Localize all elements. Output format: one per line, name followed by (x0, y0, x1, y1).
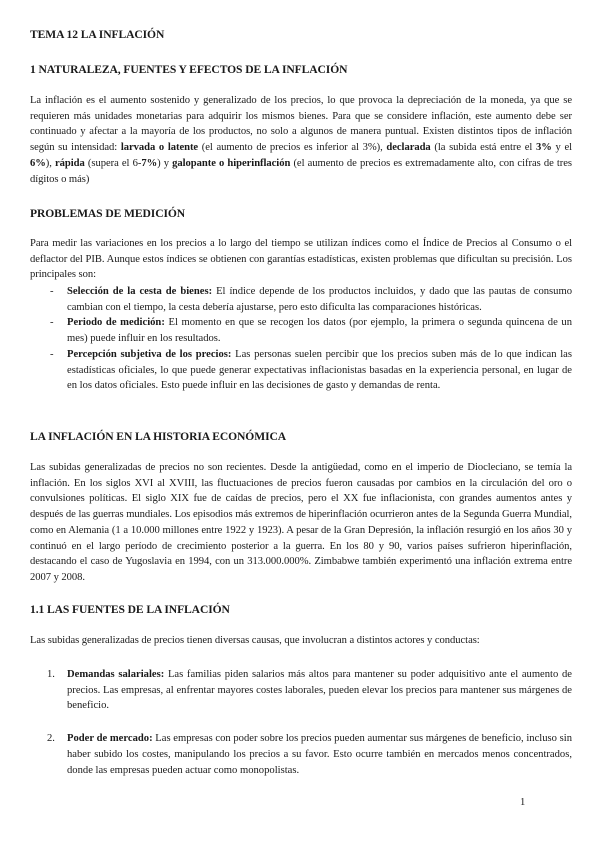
paragraph-sources-intro: Las subidas generalizadas de precios tienen diversas causas, que involucran a distintos actores y conductas: (30, 635, 480, 646)
list-item: 2. Poder de mercado: Las empresas con poder sobre los precios pueden aumentar sus márgenes de beneficio, incluso sin haber subido los costes, manipulando los precios a su favor. Esto ocurre también en mercados menos concentrados, donde las empresas pueden actuar como monopolistas. (47, 733, 572, 776)
page-title: TEMA 12 LA INFLACIÓN (30, 28, 165, 41)
section-heading-fuentes: 1.1 LAS FUENTES DE LA INFLACIÓN (30, 603, 230, 616)
paragraph-problems-intro: Para medir las variaciones en los precios a lo largo del tiempo se utilizan índices como el Índice de Precios al Consumo o el deflactor del PIB. Aunque estos índices se obtienen con garantías estadísticas, existen problemas que dificultan su precisión. Los principales son: (30, 238, 572, 281)
problems-list (30, 284, 572, 394)
paragraph-definition: La inflación es el aumento sostenido y generalizado de los precios, lo que provoca la depreciación de la moneda, ya que se requieren más unidades monetarias para adquirir los mismos bienes. Para que se considere inflación, este aumento debe ser continuado y afectar a la mayoría de los productos, no solo a algunos de manera puntual. Existen distintos tipos de inflación según su intensidad: larvada o latente (el aumento de precios es inferior al 3%), declarada (la subida está entre el 3% y el 6%), rápida (supera el 6-7%) y galopante o hiperinflación (el aumento de precios es extremadamente alto, con cifras de tres dígitos o más) (30, 95, 572, 185)
paragraph-history: Las subidas generalizadas de precios no son recientes. Desde la antigüedad, como en el imperio de Diocleciano, se temía la inflación. En los siglos XVI al XVIII, las fluctuaciones de precios fueron causadas por cambios en la circulación del oro o convulsiones políticas. El siglo XIX fue de caídas de precios, pero el XX fue inflacionista, con grandes aumentos antes y después de las guerras mundiales. Los episodios más extremos de hiperinflación ocurrieron antes de la Segunda Guerra Mundial, como en Alemania (1 a 10.000 millones entre 1922 y 1923). A pesar de la Gran Depresión, la inflación resurgió en los años 30 y continuó en el largo período de crecimiento posterior a la guerra. En los 80 y 90, varios países sufrieron hiperinflación, destacando el caso de Yugoslavia en 1994, con un 313.000.000%. Zimbabwe también experimentó una inflación extrema entre 2007 y 2008. (30, 462, 572, 583)
list-item: - Periodo de medición: El momento en que se recogen los datos (por ejemplo, la primera o segunda quincena de un mes) puede influir en los resultados. (50, 317, 572, 345)
list-item: 1. Demandas salariales: Las familias piden salarios más altos para mantener su poder adquisitivo ante el aumento de precios. Las empresas, al enfrentar mayores costes laborales, pueden elevar los precios para mantener sus márgenes de beneficio. (47, 669, 572, 712)
sources-list (30, 667, 572, 778)
list-item: - Percepción subjetiva de los precios: Las personas suelen percibir que los precios suben más de lo que indican las estadísticas oficiales, lo que puede generar expectativas inflacionistas basadas en la experiencia personal, en lugar de en los datos oficiales. Esto puede influir en las decisiones de gasto y demandas de renta. (50, 348, 572, 392)
page-number: 1 (520, 797, 526, 808)
section-heading-historia: LA INFLACIÓN EN LA HISTORIA ECONÓMICA (30, 430, 287, 443)
section-heading-naturaleza: 1 NATURALEZA, FUENTES Y EFECTOS DE LA INFLACIÓN (30, 63, 348, 76)
section-heading-problemas: PROBLEMAS DE MEDICIÓN (30, 207, 186, 220)
list-item: - Selección de la cesta de bienes: El índice depende de los productos incluidos, y dado que las pautas de consumo cambian con el tiempo, la cesta debería ajustarse, pero esto dificulta las comparaciones históricas. (50, 286, 573, 313)
